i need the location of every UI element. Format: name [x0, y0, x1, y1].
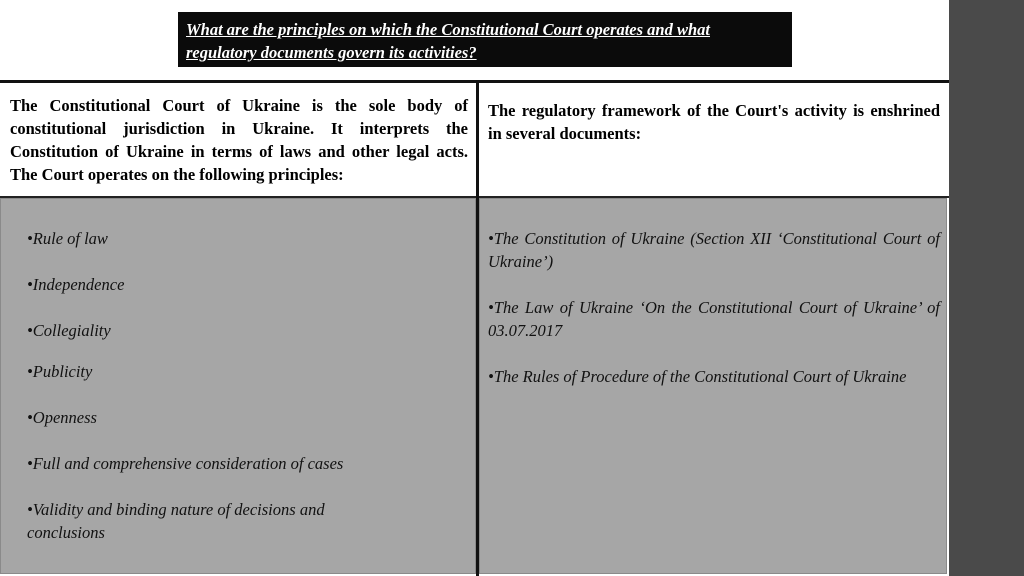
principle-item: •Validity and binding nature of decisions and conclusions — [27, 500, 325, 542]
court-description: The Constitutional Court of Ukraine is the sole body of constitutional jurisdiction in Ukraine. It interprets the Constitution of Ukraine in terms of laws and other legal acts. The Court operates on the following principles: — [10, 96, 468, 184]
principle-item: •Rule of law — [27, 229, 108, 248]
principle-item: •Openness — [27, 408, 97, 427]
principle-item: •Full and comprehensive consideration of cases — [27, 454, 344, 473]
middle-divider — [0, 196, 949, 198]
slide-title: What are the principles on which the Constitutional Court operates and what regulatory documents govern its activities? — [186, 20, 710, 62]
principle-item: •Publicity — [27, 362, 93, 381]
document-item: •The Law of Ukraine ‘On the Constitutional Court of Ukraine’ of 03.07.2017 — [488, 298, 940, 340]
column-divider — [476, 80, 479, 576]
right-sidebar — [949, 0, 1024, 576]
principle-item: •Independence — [27, 275, 125, 294]
framework-description: The regulatory framework of the Court's activity is enshrined in several documents: — [488, 101, 940, 143]
principle-item: •Collegiality — [27, 321, 111, 340]
title-box — [178, 12, 792, 67]
top-divider — [0, 80, 949, 83]
document-item: •The Rules of Procedure of the Constitutional Court of Ukraine — [488, 367, 907, 386]
document-item: •The Constitution of Ukraine (Section XII ‘Constitutional Court of Ukraine’) — [488, 229, 940, 271]
